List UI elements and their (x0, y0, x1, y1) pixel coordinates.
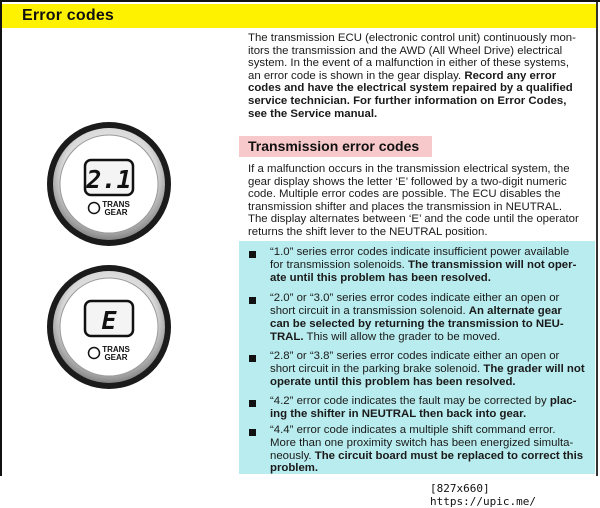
bullet-text: This will allow the grader to be moved. (303, 331, 501, 343)
bullet-text: neously. (270, 450, 315, 462)
gauge-display-code: E (101, 306, 117, 335)
section-line: The display alternates between ‘E’ and the code until the operator (248, 213, 579, 226)
bullet-text: “4.2” error code indicates the fault may be corrected by (270, 395, 550, 407)
bullet-bold-text: ing the shifter in NEUTRAL then back into gear. (270, 408, 527, 420)
bullet-bold-text: An alternate gear (468, 305, 562, 317)
bullet-bold-text: operate until this problem has been resolved. (270, 376, 516, 388)
intro-bold-line: codes and have the electrical system repaired by a qualified (248, 82, 573, 95)
intro-line: an error code is shown in the gear display. (248, 69, 462, 82)
bullet-bold-text: TRAL. (270, 331, 304, 343)
section-line: returns the shift lever to the NEUTRAL position. (248, 225, 488, 238)
bullet-text: short circuit in the parking brake solenoid. (270, 363, 484, 375)
intro-line: system. In the event of a malfunction in either of these systems, (248, 57, 569, 70)
intro-line: The transmission ECU (electronic control unit) continuously mon- (248, 32, 576, 44)
section-line: If a malfunction occurs in the transmission electrical system, the (248, 163, 570, 175)
bullet-text: “1.0” series error codes indicate insufficient power available (270, 246, 570, 258)
section-heading: Transmission error codes (248, 138, 420, 154)
bullet-text: for transmission solenoids. (270, 259, 409, 271)
bullet-bold-text: The transmission will not oper- (408, 259, 577, 271)
bullet-square-icon (249, 400, 256, 407)
bullet-text: “4.4” error code indicates a multiple shift command error. (270, 424, 556, 436)
section-line: transmission shifter and places the transmission in NEUTRAL. (248, 200, 562, 213)
intro-paragraph (248, 32, 593, 120)
section-line: gear display shows the letter ‘E’ followed by a two-digit numeric (248, 175, 567, 188)
frame-left-border (0, 0, 2, 476)
gauge-indicator-lamp (89, 348, 100, 359)
bullet-square-icon (249, 297, 256, 304)
gear-display-gauge (45, 263, 173, 391)
bullet-square-icon (249, 429, 256, 436)
intro-bold-line: see the Service manual. (248, 107, 378, 120)
bullet-square-icon (249, 355, 256, 362)
intro-bold-line: Record any error (464, 69, 557, 82)
gauge-label: TRANS (102, 200, 130, 209)
bullet-text: More than one proximity switch has been energized simulta- (270, 437, 574, 449)
page-title: Error codes (22, 7, 115, 24)
section-line: code. Multiple error codes are possible. The ECU disables the (248, 188, 561, 201)
section-paragraph (248, 163, 593, 239)
intro-line: itors the transmission and the AWD (All Wheel Drive) electrical (248, 44, 563, 57)
gauge-label: GEAR (104, 208, 128, 217)
bullet-bold-text: problem. (270, 462, 319, 474)
bullet-text: short circuit in a transmission solenoid. (270, 305, 469, 317)
gear-display-gauge (45, 120, 173, 248)
intro-bold-line: service technician. For further information on Error Codes, (248, 94, 567, 107)
image-watermark: [827x660] https://upic.me/ (430, 482, 536, 508)
gauge-display-code: 2.1 (86, 165, 132, 194)
bullet-bold-text: can be selected by returning the transmission to NEU- (270, 318, 564, 330)
bullet-bold-text: plac- (549, 395, 577, 407)
bullet-text: “2.0” or “3.0” series error codes indicate either an open or (270, 292, 560, 304)
bullet-square-icon (249, 251, 256, 258)
bullet-text: “2.8” or “3.8” series error codes indicate either an open or (270, 350, 560, 362)
gauge-label: TRANS (102, 345, 130, 354)
gauge-label: GEAR (104, 353, 128, 362)
frame-top-border (0, 0, 600, 2)
bullet-bold-text: The circuit board must be replaced to correct this (314, 450, 584, 462)
frame-right-border (596, 2, 598, 476)
gauge-indicator-lamp (89, 203, 100, 214)
bullet-bold-text: The grader will not (483, 363, 585, 375)
bullet-bold-text: ate until this problem has been resolved. (270, 272, 491, 284)
